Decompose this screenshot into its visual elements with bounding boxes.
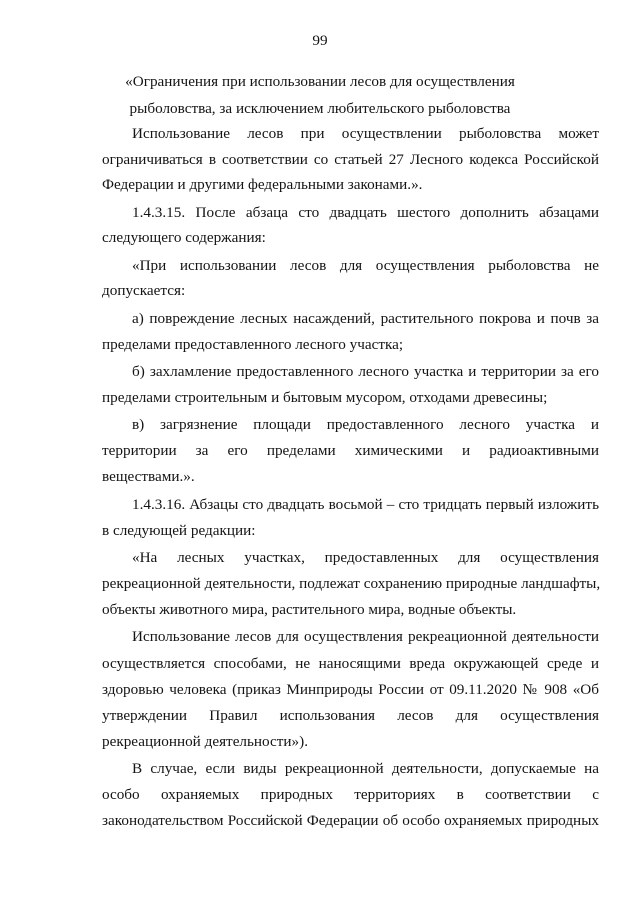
- text-line: утверждении Правил использования лесов для осуществления: [102, 707, 599, 724]
- text-line: объекты животного мира, растительного мира, водные объекты.: [102, 601, 517, 618]
- page-number: 99: [312, 32, 328, 49]
- text-line: б) захламление предоставленного лесного участка и территории за его: [132, 363, 599, 380]
- text-line: веществами.».: [102, 468, 195, 485]
- text-line: рекреационной деятельности, подлежат сохранению природные ландшафты,: [102, 575, 601, 592]
- text-line: а) повреждение лесных насаждений, растительного покрова и почв за: [132, 310, 599, 327]
- text-line: «На лесных участках, предоставленных для осуществления: [132, 549, 599, 566]
- text-line: законодательством Российской Федерации об особо охраняемых природных: [102, 812, 599, 829]
- text-line: здоровью человека (приказ Минприроды России от 09.11.2020 № 908 «Об: [102, 681, 599, 698]
- heading-line-1: «Ограничения при использовании лесов для осуществления: [125, 73, 515, 90]
- text-line: В случае, если виды рекреационной деятельности, допускаемые на: [132, 760, 599, 777]
- text-line: 1.4.3.15. После абзаца сто двадцать шестого дополнить абзацами: [132, 204, 599, 221]
- text-line: в) загрязнение площади предоставленного лесного участка и: [132, 416, 599, 433]
- text-line: пределами строительным и бытовым мусором, отходами древесины;: [102, 389, 548, 406]
- text-line: 1.4.3.16. Абзацы сто двадцать восьмой – сто тридцать первый изложить: [132, 496, 599, 513]
- text-line: «При использовании лесов для осуществления рыболовства не: [132, 257, 599, 274]
- text-line: в следующей редакции:: [102, 522, 256, 539]
- text-line: следующего содержания:: [102, 229, 266, 246]
- text-line: осуществляется способами, не наносящими вреда окружающей среде и: [102, 655, 599, 672]
- text-line: Федерации и другими федеральными законами.».: [102, 176, 423, 193]
- text-line: рекреационной деятельности»).: [102, 733, 308, 750]
- text-line: Использование лесов при осуществлении рыболовства может: [132, 125, 599, 142]
- text-line: пределами предоставленного лесного участка;: [102, 336, 404, 353]
- text-line: допускается:: [102, 282, 186, 299]
- heading-line-2: рыболовства, за исключением любительского рыболовства: [129, 100, 511, 117]
- text-line: Использование лесов для осуществления рекреационной деятельности: [132, 628, 599, 645]
- text-line: особо охраняемых природных территориях в соответствии с: [102, 786, 599, 803]
- text-line: ограничиваться в соответствии со статьей 27 Лесного кодекса Российской: [102, 151, 599, 168]
- text-line: территории за его пределами химическими и радиоактивными: [102, 442, 599, 459]
